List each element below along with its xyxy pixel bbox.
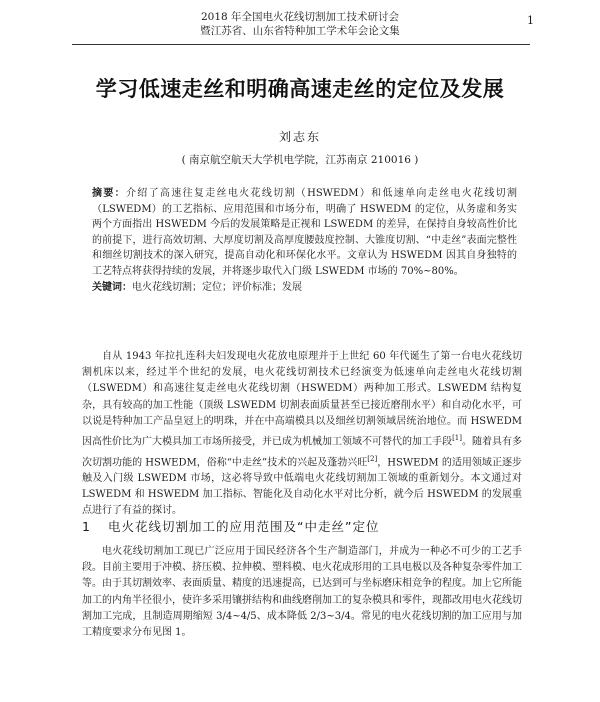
author-affiliation: ( 南京航空航天大学机电学院，江苏南京 210016 ) — [181, 154, 419, 166]
abstract-block — [92, 186, 517, 295]
intro-text-1: 自从 1943 年拉扎连科夫妇发现电火花放电原理并于上世纪 60 年代诞生了第一台电火花线切割机床以来，经过半个世纪的发展，电火花线切割技术已经演变为低速单向走丝电火花线切割（LSWEDM）和高速往复走丝电火花线切割（HSWEDM）两种加工形式。LSWEDM 结构复杂，具有较高的加工性能（顶级 LSWEDM 切割表面质量甚至已接近磨削水平）和自动化水平，可以说是特种加工产品皇冠上的明珠，并在中高端模具以及细丝切割领域居统治地位。而 HSWEDM 因高性价比为广大模具加工市场所接受，并已成为机械加工领域不可替代的加工手段 — [82, 351, 522, 448]
intro-text-2: 。随着具有多次切割功能的 HSWEDM，俗称“中走丝”技术的兴起及蓬勃兴旺 — [82, 436, 523, 468]
page-number: 1 — [527, 14, 534, 27]
header-divider — [72, 44, 530, 45]
header-line-2: 暨江苏省、山东省特种加工学术年会论文集 — [200, 25, 400, 37]
running-header — [0, 10, 600, 38]
keywords-label: 关键词： — [92, 281, 132, 293]
citation-1: [1] — [452, 434, 462, 443]
intro-paragraph — [82, 349, 522, 520]
section-1-heading — [82, 517, 522, 535]
citation-2: [2] — [367, 454, 378, 463]
paper-title: 学习低速走丝和明确高速走丝的定位及发展 — [95, 77, 505, 101]
section-1-paragraph: 电火花线切割加工现已广泛应用于国民经济各个生产制造部门，并成为一种必不可少的工艺手段。目前主要用于冲模、挤压模、拉伸模、塑料模、电火花成形用的工具电极以及各种复杂零件加工等。由于其切割效率、表面质量、精度的迅速提高，已达到可与坐标磨床相竞争的程度。加上它所能加工的内角半径很小，使许多采用镶拼结构和曲线磨削加工的复杂模具和零件，现都改用电火花线切割加工完成，且制造周期缩短 3/4~4/5、成本降低 2/3~3/4。常见的电火花线切割的加工应用与加工精度要求分布见图 1。 — [82, 546, 522, 639]
abstract-text: 介绍了高速往复走丝电火花线切割（HSWEDM）和低速单向走丝电火花线切割（LSWEDM）的工艺指标、应用范围和市场分布，明确了 HSWEDM 的定位，从务虚和务实两个方面指出 HSWEDM 今后的发展策略是正视和 LSWEDM 的差异，在保持自身较高性价比的前提下，进行高效切割、大厚度切割及高厚度腰鼓度控制、大锥度切割、“中走丝”表面完整性和细丝切割技术的深入研究，提高自动化和环保化水平。文章认为 HSWEDM 因其自身独特的工艺特点将获得持续的发展，并将逐步取代入门级 LSWEDM 市场的 70%~80%。 — [92, 188, 518, 277]
section-1-body — [82, 544, 522, 641]
introduction — [82, 349, 522, 520]
keywords-text: 电火花线切割；定位；评价标准；发展 — [132, 281, 302, 293]
keywords-line — [92, 280, 517, 296]
abstract-label: 摘要： — [92, 188, 126, 199]
intro-text-3: ，HSWEDM 的适用领域正逐步触及入门级 LSWEDM 市场，这必将导致中低端电火花线切割加工领域的重新划分。本文通过对 LSWEDM 和 HSWEDM 加工指标、智能化及自动化水平对比分析，就今后 HSWEDM 的发展重点进行了有益的探讨。 — [82, 456, 522, 517]
author-name: 刘志东 — [278, 130, 321, 144]
abstract-paragraph — [92, 186, 517, 280]
header-line-1: 2018 年全国电火花线切割加工技术研讨会 — [200, 11, 400, 23]
section-number: 1 — [82, 519, 91, 534]
section-title: 电火花线切割加工的应用范围及“中走丝”定位 — [108, 519, 380, 534]
